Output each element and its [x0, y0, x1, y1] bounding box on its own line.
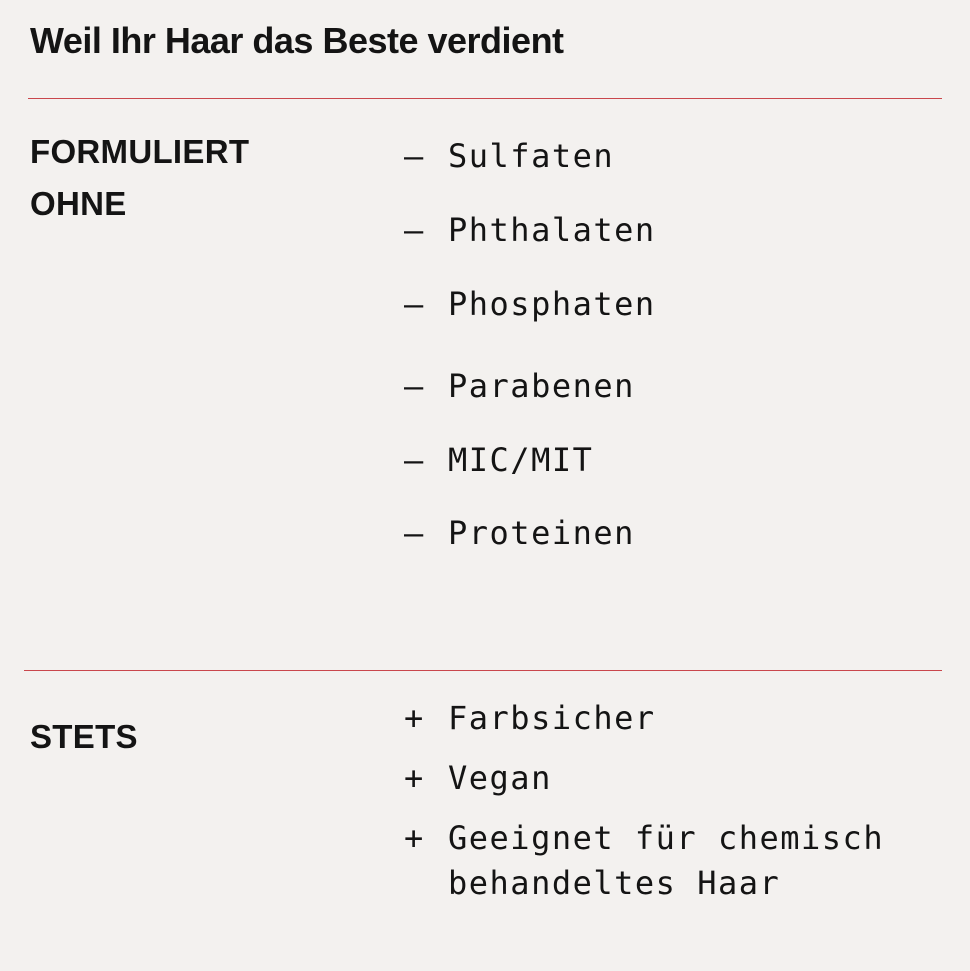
minus-marker: — — [404, 211, 425, 249]
list-item-vegan — [404, 756, 552, 801]
plus-marker: + — [404, 759, 425, 797]
list-item-label: Geeignet für chemisch behandeltes Haar — [448, 819, 885, 902]
list-item-sulfaten — [404, 134, 614, 179]
divider-middle — [24, 670, 942, 671]
divider-top — [28, 98, 942, 99]
minus-marker: — — [404, 137, 425, 175]
list-item-geeignet — [404, 816, 908, 906]
section-label-formuliert-ohne: FORMULIERT OHNE — [30, 133, 250, 222]
list-item-label: Parabenen — [448, 367, 635, 405]
list-item-proteinen — [404, 511, 635, 556]
minus-marker: — — [404, 367, 425, 405]
list-item-label: Phthalaten — [448, 211, 656, 249]
list-item-parabenen — [404, 364, 635, 409]
section-label-stets: STETS — [30, 718, 138, 755]
list-item-label: MIC/MIT — [448, 441, 594, 479]
list-item-label: Phosphaten — [448, 285, 656, 323]
minus-marker: — — [404, 285, 425, 323]
plus-marker: + — [404, 699, 425, 737]
list-item-phosphaten — [404, 282, 656, 327]
list-item-label: Vegan — [448, 759, 552, 797]
list-item-label: Farbsicher — [448, 699, 656, 737]
list-item-label: Sulfaten — [448, 137, 615, 175]
list-item-phthalaten — [404, 208, 656, 253]
page-title: Weil Ihr Haar das Beste verdient — [30, 20, 564, 61]
list-item-farbsicher — [404, 696, 656, 741]
list-item-mic-mit — [404, 438, 593, 483]
minus-marker: — — [404, 441, 425, 479]
list-item-label: Proteinen — [448, 514, 635, 552]
minus-marker: — — [404, 514, 425, 552]
plus-marker: + — [404, 819, 425, 857]
